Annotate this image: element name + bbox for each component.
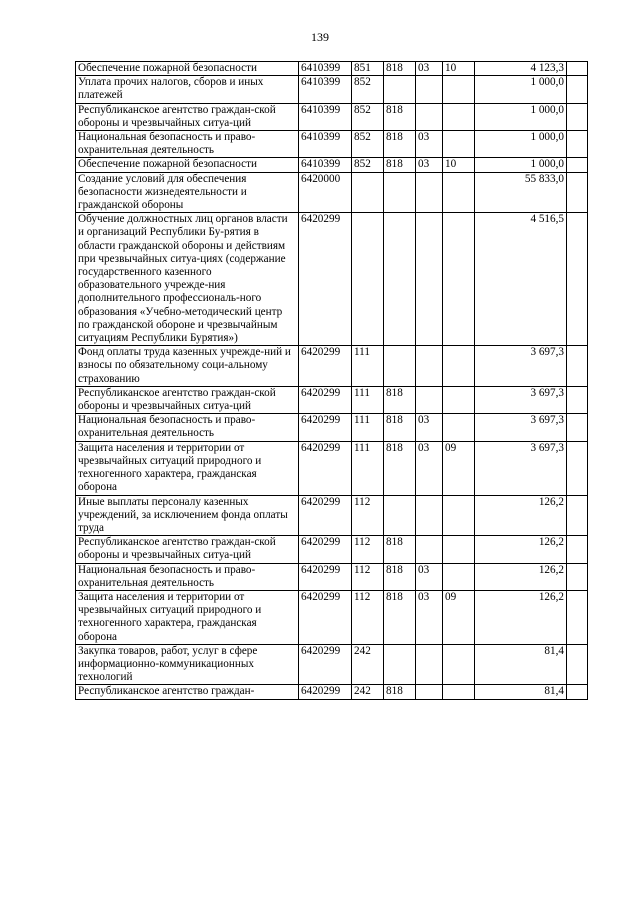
cell-name: Обеспечение пожарной безопасности [76,62,299,76]
cell-amount: 126,2 [475,536,567,563]
cell-empty [567,76,588,103]
cell-amount: 4 123,3 [475,62,567,76]
cell-empty [567,590,588,644]
cell-administrator: 818 [384,131,416,158]
cell-administrator [384,172,416,213]
cell-section: 03 [416,590,443,644]
cell-section [416,172,443,213]
cell-expense-type: 112 [352,536,384,563]
cell-amount: 3 697,3 [475,441,567,495]
cell-expense-type: 112 [352,563,384,590]
cell-name: Фонд оплаты труда казенных учрежде-ний и взносы по обязательному соци-альному страхованию [76,346,299,387]
cell-administrator: 818 [384,103,416,130]
cell-subsection [443,495,475,536]
cell-name: Национальная безопасность и право-охранительная деятельность [76,563,299,590]
cell-administrator: 818 [384,563,416,590]
cell-subsection [443,563,475,590]
table-row [76,536,588,563]
cell-expense-type: 851 [352,62,384,76]
cell-target-article: 6410399 [299,131,352,158]
cell-name: Защита населения и территории от чрезвычайных ситуаций природного и техногенного характера, гражданская оборона [76,590,299,644]
cell-section: 03 [416,563,443,590]
cell-target-article: 6420000 [299,172,352,213]
cell-empty [567,386,588,413]
cell-section [416,386,443,413]
cell-subsection [443,536,475,563]
cell-section [416,495,443,536]
cell-name: Республиканское агентство граждан-ской обороны и чрезвычайных ситуа-ций [76,536,299,563]
cell-name: Республиканское агентство граждан-ской обороны и чрезвычайных ситуа-ций [76,103,299,130]
cell-target-article: 6420299 [299,536,352,563]
cell-section [416,685,443,699]
cell-empty [567,158,588,172]
cell-subsection: 09 [443,441,475,495]
budget-table-body [76,62,588,700]
cell-amount: 3 697,3 [475,414,567,441]
cell-amount: 126,2 [475,495,567,536]
cell-name: Уплата прочих налогов, сборов и иных платежей [76,76,299,103]
table-row [76,441,588,495]
cell-expense-type: 112 [352,590,384,644]
table-row [76,414,588,441]
cell-section [416,346,443,387]
cell-name: Иные выплаты персоналу казенных учреждений, за исключением фонда оплаты труда [76,495,299,536]
table-row [76,131,588,158]
budget-table [75,61,588,700]
table-row [76,644,588,685]
table-row [76,386,588,413]
cell-expense-type: 242 [352,685,384,699]
cell-administrator: 818 [384,386,416,413]
cell-expense-type: 852 [352,76,384,103]
cell-subsection [443,414,475,441]
cell-administrator: 818 [384,158,416,172]
cell-name: Национальная безопасность и право-охранительная деятельность [76,131,299,158]
cell-administrator [384,495,416,536]
cell-administrator [384,346,416,387]
cell-amount: 55 833,0 [475,172,567,213]
table-row [76,213,588,346]
cell-target-article: 6420299 [299,685,352,699]
cell-amount: 1 000,0 [475,76,567,103]
cell-subsection [443,386,475,413]
cell-target-article: 6420299 [299,495,352,536]
page-number: 139 [311,30,329,44]
cell-administrator: 818 [384,590,416,644]
table-row [76,103,588,130]
cell-expense-type [352,213,384,346]
cell-administrator: 818 [384,414,416,441]
cell-amount: 81,4 [475,685,567,699]
table-row [76,346,588,387]
cell-amount: 3 697,3 [475,386,567,413]
table-row [76,495,588,536]
cell-name: Создание условий для обеспечения безопасности жизнедеятельности и гражданской обороны [76,172,299,213]
cell-administrator [384,76,416,103]
table-row [76,685,588,699]
cell-target-article: 6420299 [299,644,352,685]
cell-section: 03 [416,414,443,441]
cell-name: Республиканское агентство граждан- [76,685,299,699]
cell-administrator: 818 [384,685,416,699]
cell-expense-type: 852 [352,131,384,158]
cell-name: Республиканское агентство граждан-ской обороны и чрезвычайных ситуа-ций [76,386,299,413]
cell-name: Защита населения и территории от чрезвычайных ситуаций природного и техногенного характера, гражданская оборона [76,441,299,495]
cell-expense-type: 111 [352,414,384,441]
cell-amount: 3 697,3 [475,346,567,387]
cell-expense-type: 111 [352,386,384,413]
cell-empty [567,644,588,685]
cell-subsection: 09 [443,590,475,644]
cell-administrator: 818 [384,536,416,563]
cell-target-article: 6420299 [299,414,352,441]
cell-target-article: 6420299 [299,590,352,644]
cell-name: Обеспечение пожарной безопасности [76,158,299,172]
cell-section [416,644,443,685]
cell-expense-type [352,172,384,213]
cell-administrator: 818 [384,62,416,76]
cell-section: 03 [416,62,443,76]
cell-empty [567,441,588,495]
table-row [76,563,588,590]
table-row [76,158,588,172]
cell-section: 03 [416,441,443,495]
cell-section [416,103,443,130]
cell-administrator: 818 [384,441,416,495]
cell-section: 03 [416,158,443,172]
cell-target-article: 6420299 [299,346,352,387]
cell-empty [567,131,588,158]
cell-amount: 81,4 [475,644,567,685]
cell-subsection [443,103,475,130]
cell-name: Закупка товаров, работ, услуг в сфере информационно-коммуникационных технологий [76,644,299,685]
cell-amount: 126,2 [475,563,567,590]
table-row [76,76,588,103]
cell-amount: 126,2 [475,590,567,644]
cell-subsection [443,131,475,158]
cell-subsection [443,76,475,103]
cell-expense-type: 111 [352,441,384,495]
cell-subsection [443,644,475,685]
cell-administrator [384,213,416,346]
cell-target-article: 6420299 [299,213,352,346]
cell-empty [567,172,588,213]
cell-subsection [443,213,475,346]
cell-subsection [443,346,475,387]
cell-target-article: 6410399 [299,62,352,76]
cell-administrator [384,644,416,685]
cell-expense-type: 242 [352,644,384,685]
cell-target-article: 6410399 [299,76,352,103]
cell-empty [567,346,588,387]
cell-section [416,536,443,563]
cell-empty [567,563,588,590]
cell-empty [567,103,588,130]
cell-section: 03 [416,131,443,158]
cell-amount: 1 000,0 [475,103,567,130]
cell-subsection [443,685,475,699]
cell-section [416,213,443,346]
cell-target-article: 6420299 [299,563,352,590]
cell-empty [567,62,588,76]
cell-expense-type: 852 [352,158,384,172]
table-row [76,590,588,644]
cell-empty [567,685,588,699]
cell-subsection: 10 [443,62,475,76]
cell-name: Национальная безопасность и право-охранительная деятельность [76,414,299,441]
cell-section [416,76,443,103]
cell-amount: 1 000,0 [475,131,567,158]
cell-expense-type: 112 [352,495,384,536]
cell-target-article: 6410399 [299,158,352,172]
cell-name: Обучение должностных лиц органов власти и организаций Республики Бу-рятия в области гражданской обороны и действиям при чрезвычайных ситуа-циях (содержание государственного казенного образовательного учрежде-ния дополнительного профессиональ-ного образования «Учебно-методический центр по гражданской обороне и чрезвычайным ситуациям Республики Бурятия») [76,213,299,346]
table-row [76,62,588,76]
cell-empty [567,495,588,536]
cell-empty [567,536,588,563]
cell-amount: 1 000,0 [475,158,567,172]
table-row [76,172,588,213]
cell-expense-type: 852 [352,103,384,130]
cell-expense-type: 111 [352,346,384,387]
cell-empty [567,213,588,346]
cell-target-article: 6420299 [299,441,352,495]
cell-empty [567,414,588,441]
cell-target-article: 6410399 [299,103,352,130]
cell-subsection: 10 [443,158,475,172]
cell-amount: 4 516,5 [475,213,567,346]
cell-subsection [443,172,475,213]
cell-target-article: 6420299 [299,386,352,413]
